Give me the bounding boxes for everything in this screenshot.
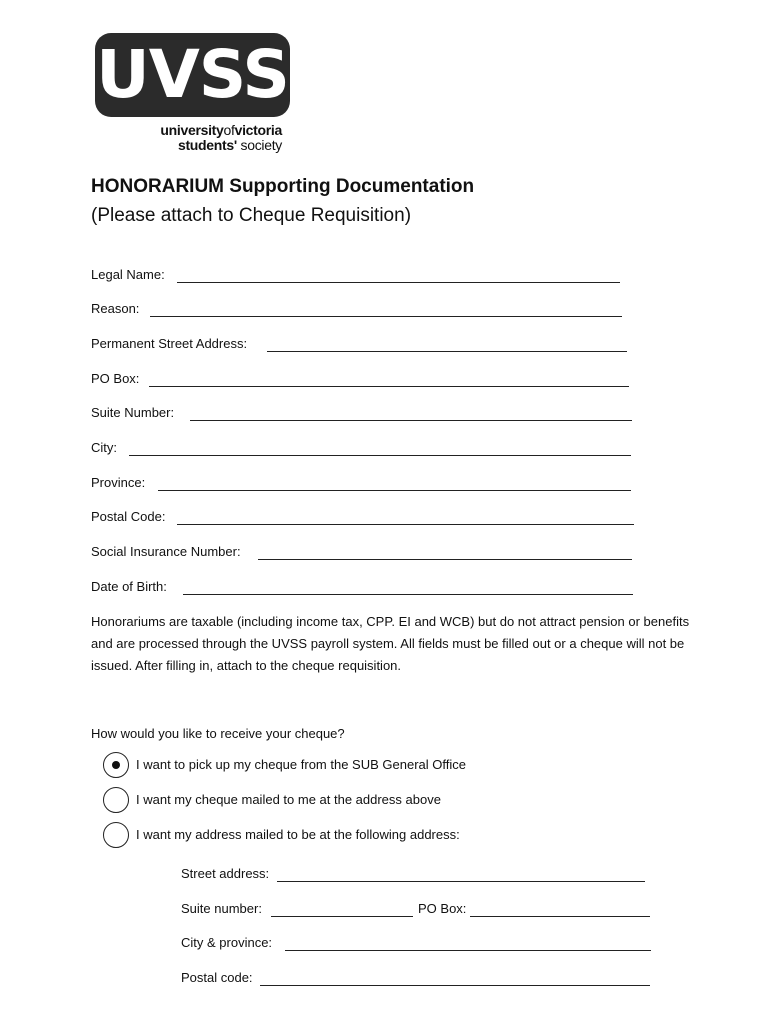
option-label: I want my address mailed to be at the following address: <box>136 827 460 842</box>
postal-code-input[interactable] <box>177 524 634 525</box>
reason-input[interactable] <box>150 316 622 317</box>
alt-postal-label: Postal code: <box>181 970 253 985</box>
form-title: HONORARIUM Supporting Documentation <box>91 176 475 197</box>
radio-button[interactable] <box>103 787 129 813</box>
logo-mark: UVSS <box>95 33 290 117</box>
alt-suite-input[interactable] <box>271 916 413 917</box>
alt-suite-label: Suite number: <box>181 901 262 916</box>
alt-pobox-label: PO Box: <box>418 901 467 916</box>
field-label: Postal Code: <box>91 509 166 524</box>
field-label: Legal Name: <box>91 267 165 282</box>
delivery-question: How would you like to receive your cheque? <box>91 726 345 741</box>
option-label: I want my cheque mailed to me at the address above <box>136 792 441 807</box>
po-box-input[interactable] <box>149 386 629 387</box>
logo-word-university: university <box>160 122 224 138</box>
field-label: Date of Birth: <box>91 579 167 594</box>
alt-street-input[interactable] <box>277 881 645 882</box>
permanent-street-address-input[interactable] <box>267 351 627 352</box>
logo-word-of: of <box>223 122 235 138</box>
form-subtitle: (Please attach to Cheque Requisition) <box>91 205 412 226</box>
alt-street-label: Street address: <box>181 866 270 881</box>
field-label: Permanent Street Address: <box>91 336 248 351</box>
taxable-notice: Honorariums are taxable (including income tax, CPP. EI and WCB) but do not attract pension or benefits and are processed through the UVSS payroll system. All fields must be filled out or a cheque will not be issued. After filling in, attach to the cheque requisition. <box>91 614 690 673</box>
alt-city-label: City & province: <box>181 935 273 950</box>
field-label: City: <box>91 440 117 455</box>
radio-button-selected[interactable] <box>103 752 129 778</box>
alt-pobox-input[interactable] <box>470 916 650 917</box>
logo-word-society: society <box>240 137 282 153</box>
radio-dot-icon <box>112 761 120 769</box>
logo-line-2 <box>178 137 282 153</box>
date-of-birth-input[interactable] <box>183 594 633 595</box>
field-label: Suite Number: <box>91 405 175 420</box>
field-label: PO Box: <box>91 371 140 386</box>
logo-line-1 <box>160 122 282 138</box>
alt-postal-input[interactable] <box>260 985 650 986</box>
field-label: Reason: <box>91 301 140 316</box>
uvss-logo <box>95 33 290 153</box>
radio-button[interactable] <box>103 822 129 848</box>
field-label: Province: <box>91 475 146 490</box>
field-label: Social Insurance Number: <box>91 544 241 559</box>
legal-name-input[interactable] <box>177 282 620 283</box>
option-label: I want to pick up my cheque from the SUB General Office <box>136 757 466 772</box>
logo-word-students: students' <box>177 137 237 153</box>
province-input[interactable] <box>158 490 631 491</box>
suite-number-input[interactable] <box>190 420 632 421</box>
logo-word-victoria: victoria <box>234 122 282 138</box>
alt-city-input[interactable] <box>285 950 651 951</box>
social-insurance-number-input[interactable] <box>258 559 632 560</box>
city-input[interactable] <box>129 455 631 456</box>
